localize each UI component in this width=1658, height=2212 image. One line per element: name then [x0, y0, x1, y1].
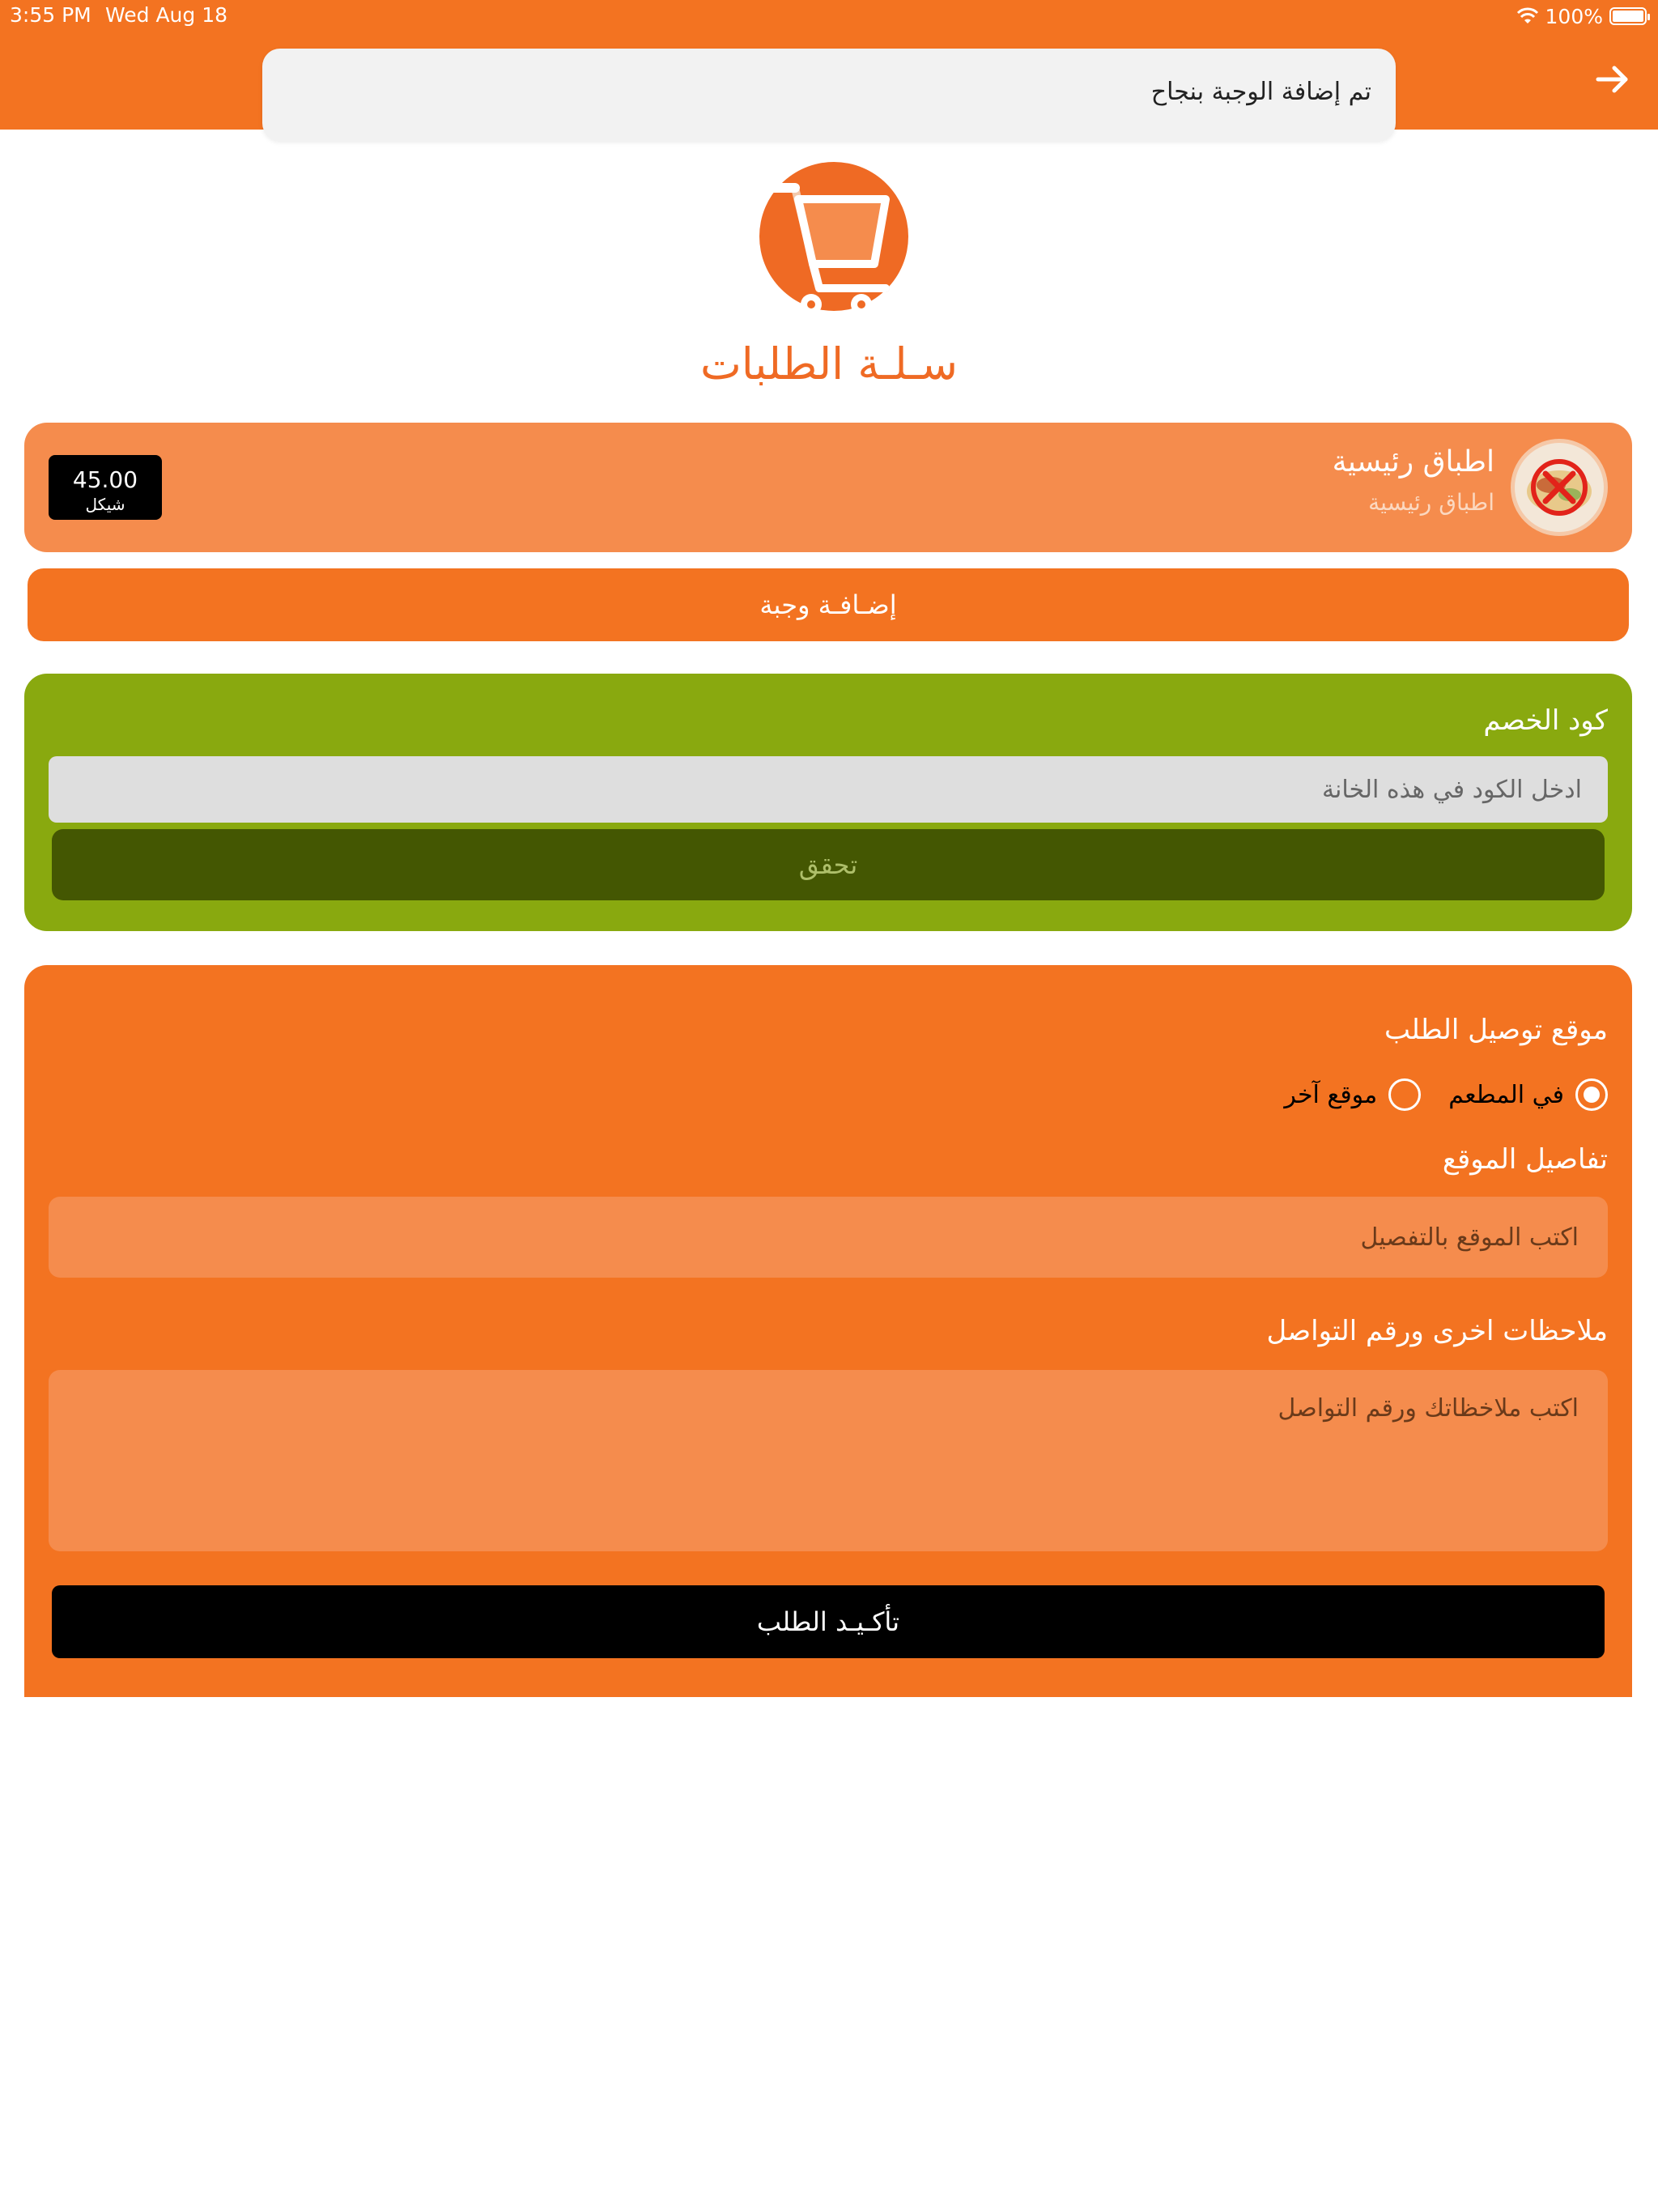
delivery-panel — [24, 965, 1632, 1697]
delivery-title: موقع توصيل الطلب — [1384, 1014, 1608, 1046]
option-label: موقع آخر — [1284, 1080, 1378, 1109]
battery-level — [1613, 11, 1643, 22]
price-currency: شيكل — [85, 495, 125, 514]
wifi-icon — [1516, 7, 1539, 25]
status-indicators — [1516, 2, 1647, 30]
verify-button[interactable]: تحقق — [52, 829, 1605, 900]
status-date: Wed Aug 18 — [105, 3, 228, 27]
notes-label: ملاحظات اخرى ورقم التواصل — [1266, 1315, 1608, 1347]
add-meal-button[interactable]: إضـافـة وجبة — [28, 568, 1629, 641]
radio-other-location[interactable] — [1388, 1078, 1421, 1111]
shopping-cart-icon — [748, 159, 910, 321]
cart-item-card[interactable] — [24, 423, 1632, 552]
status-bar — [0, 0, 1658, 32]
option-label: في المطعم — [1448, 1080, 1564, 1109]
coupon-panel — [24, 674, 1632, 931]
toast-notification — [262, 49, 1396, 141]
price-badge — [49, 455, 162, 520]
location-details-input[interactable] — [49, 1197, 1608, 1278]
delivery-options — [1284, 1078, 1608, 1111]
option-other-location[interactable] — [1284, 1078, 1421, 1111]
notes-input[interactable] — [49, 1370, 1608, 1551]
radio-in-restaurant[interactable] — [1575, 1078, 1608, 1111]
location-details-label: تفاصيل الموقع — [1442, 1143, 1608, 1176]
toast-message: تم إضافة الوجبة بنجاح — [1150, 78, 1371, 106]
price-value: 45.00 — [72, 466, 138, 493]
battery-icon — [1609, 7, 1647, 25]
page-title: سـلـة الطلبات — [699, 338, 959, 389]
item-subtitle: اطباق رئيسية — [1368, 489, 1494, 516]
battery-percent: 100% — [1545, 4, 1603, 28]
coupon-title: كود الخصم — [1483, 704, 1608, 737]
arrow-right-icon[interactable] — [1590, 57, 1635, 102]
item-image — [1511, 439, 1608, 536]
confirm-order-button[interactable]: تأكـيـد الطلب — [52, 1585, 1605, 1658]
item-title: اطباق رئيسية — [1332, 445, 1494, 479]
coupon-input[interactable] — [49, 756, 1608, 823]
status-time: 3:55 PM — [10, 3, 91, 27]
option-in-restaurant[interactable] — [1448, 1078, 1608, 1111]
